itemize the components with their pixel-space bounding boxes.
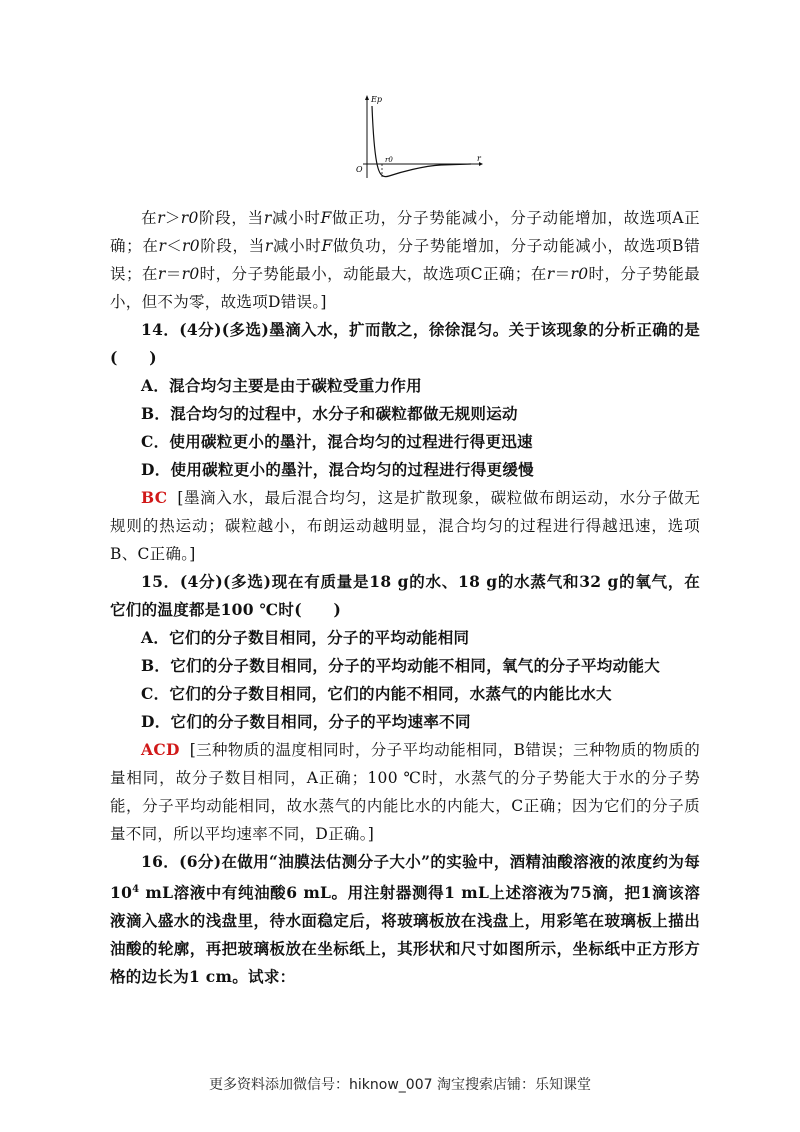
potential-curve <box>372 106 471 177</box>
q15-option-b: B．它们的分子数目相同，分子的平均动能不相同，氧气的分子平均动能大 <box>141 656 661 675</box>
main-content <box>110 204 700 991</box>
q15-option-c: C．它们的分子数目相同，它们的内能不相同，水蒸气的内能比水大 <box>141 684 612 703</box>
y-axis-label: Ep <box>371 95 382 104</box>
q16-stem: 16．(6分)在做用“油膜法估测分子大小”的实验中，酒精油酸溶液的浓度约为每 $10^4$ mL溶液中有纯油酸6 mL。用注射器测得1 mL上述溶液为75滴，把1滴该溶液滴入盛水的浅盘里，待水面稳定后，将玻璃板放在浅盘上，用彩笔在玻璃板上描出油酸的轮廓，再把玻璃板放在坐标纸上，其形状和尺寸如图所示，坐标纸中正方形方格的边长为1 cm。试求： <box>110 852 700 987</box>
q14-stem: 14．(4分)(多选)墨滴入水，扩而散之，徐徐混匀。关于该现象的分析正确的是( ) <box>110 320 700 367</box>
origin-label: O <box>356 165 363 174</box>
q14-explanation <box>110 484 700 568</box>
page-footer: 更多资料添加微信号：hiknow_007 淘宝搜索店铺：乐知课堂 <box>209 1077 591 1093</box>
q15-option-d: D．它们的分子数目相同，分子的平均速率不同 <box>141 712 471 731</box>
q14-option-a: A．混合均匀主要是由于碳粒受重力作用 <box>141 376 422 395</box>
q15-explanation <box>110 736 700 848</box>
q14-option-c: C．使用碳粒更小的墨汁，混合均匀的过程进行得更迅速 <box>141 432 533 451</box>
q14-answer: BC <box>141 488 168 507</box>
potential-energy-graph <box>345 92 485 182</box>
y-axis-arrow-icon <box>365 95 369 100</box>
q14-option-d: D．使用碳粒更小的墨汁，混合均匀的过程进行得更缓慢 <box>141 460 534 479</box>
x-axis-label: r <box>477 154 481 163</box>
q15-answer: ACD <box>141 740 180 759</box>
q15-stem: 15．(4分)(多选)现在有质量是18 g的水、18 g的水蒸气和32 g的氧气，在它们的温度都是100 ℃时( ) <box>110 572 700 619</box>
q15-option-a: A．它们的分子数目相同，分子的平均动能相同 <box>141 628 470 647</box>
q13-explanation: 在r＞r0阶段，当r减小时F做正功，分子势能减小，分子动能增加，故选项A正确；在r＜r0阶段，当r减小时F做负功，分子势能增加，分子动能减小，故选项B错误；在r＝r0时，分子势能最小，动能最大，故选项C正确；在r＝r0时，分子势能最小，但不为零，故选项D错误。] <box>110 209 701 311</box>
q14-option-b: B．混合均匀的过程中，水分子和碳粒都做无规则运动 <box>141 404 518 423</box>
r0-marker-label: r0 <box>385 156 393 164</box>
q15-explanation-text: [三种物质的温度相同时，分子平均动能相同，B错误；三种物质的物质的量相同，故分子数目相同，A正确；100 ℃时，水蒸气的分子势能大于水的分子势能，分子平均动能相同，故水蒸气的内能比水的内能大，C正确；因为它们的分子质量不同，所以平均速率不同，D正确。] <box>110 741 700 843</box>
q14-explanation-text: [墨滴入水，最后混合均匀，这是扩散现象，碳粒做布朗运动，水分子做无规则的热运动；碳粒越小，布朗运动越明显，混合均匀的过程进行得越迅速，选项B、C正确。] <box>110 489 700 563</box>
